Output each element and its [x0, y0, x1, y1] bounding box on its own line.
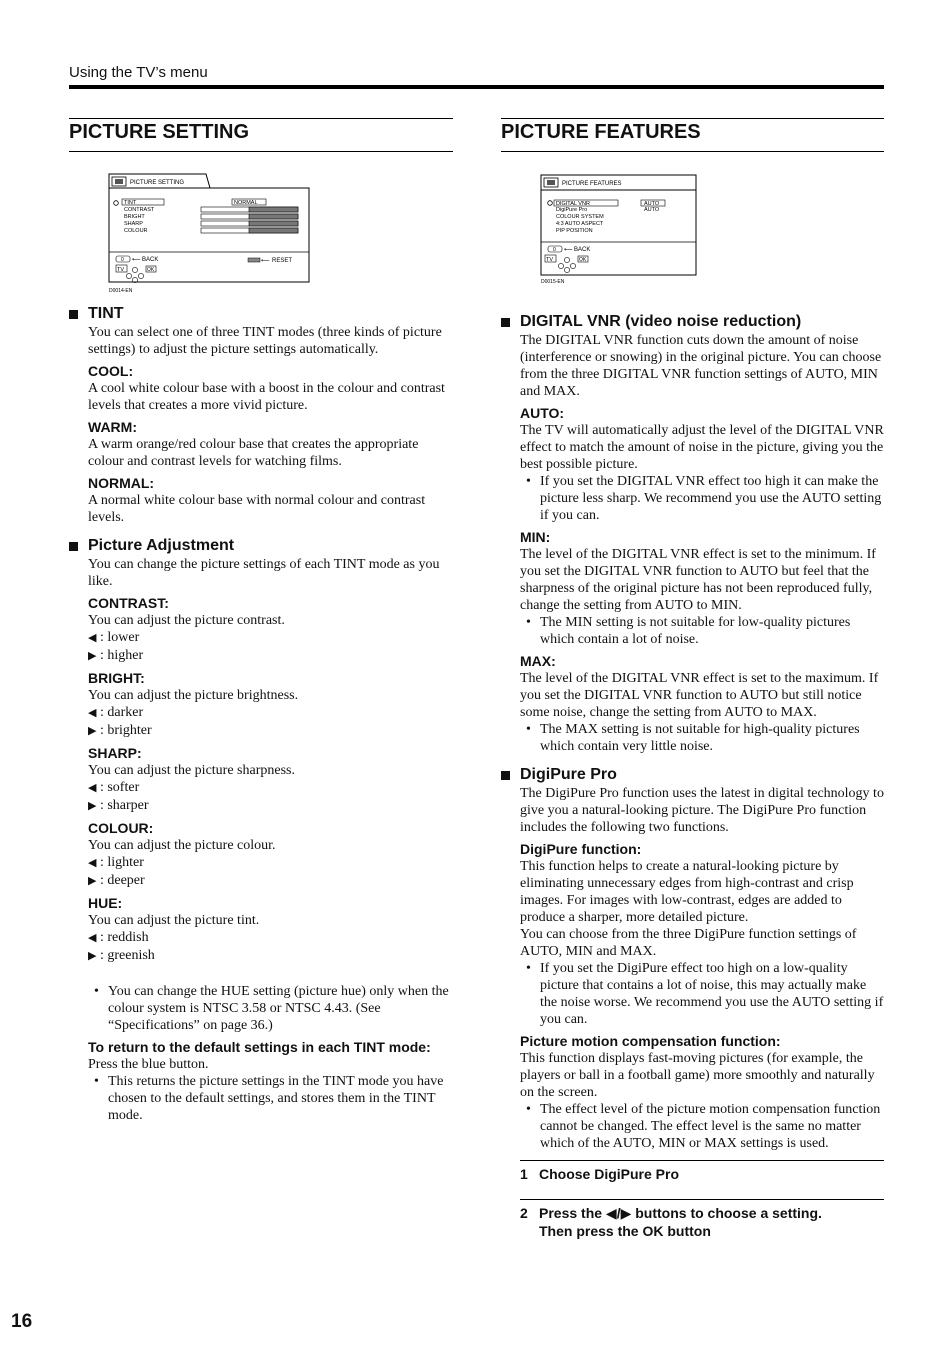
step-2-text: Press the ◀/▶ buttons to choose a setting.: [539, 1205, 822, 1221]
picture-setting-title: PICTURE SETTING: [69, 118, 453, 152]
picture-features-menu-diagram: [501, 172, 884, 308]
illustration-id: D0014-EN: [109, 288, 133, 294]
bright-text: You can adjust the picture brightness.: [88, 688, 299, 703]
motion-compensation-note: • The effect level of the picture motion compensation function cannot be changed. The effect level is the same no matter which of the AUTO, MIN or MAX settings is used.: [520, 1101, 884, 1152]
vnr-intro: The DIGITAL VNR function cuts down the amount of noise (interference or snowing) in the original picture. You can choose from the three DIGITAL VNR function settings of AUTO, MIN and MAX.: [520, 333, 882, 399]
menu-item-auto-aspect: 4:3 AUTO ASPECT: [556, 221, 604, 227]
auto-text: The TV will automatically adjust the level of the DIGITAL VNR effect to match the amount of noise in the picture, giving you the best possible picture.: [520, 423, 884, 472]
left-arrow-icon: ◀: [88, 707, 97, 719]
picture-setting-menu-diagram: [69, 172, 453, 294]
right-arrow-icon: ▶: [88, 725, 97, 737]
sharp-left-line: ◀ : softer: [88, 780, 140, 795]
digipure-function-text: This function helps to create a natural-looking picture by eliminating unnecessary edges from high-contrast and crisp images. For images with low-contrast, edges are added to produce a sharper, more detailed picture.: [520, 859, 854, 925]
motion-compensation-heading: Picture motion compensation function:: [520, 1033, 781, 1049]
page-number: 16: [11, 1311, 33, 1332]
picture-features-title: PICTURE FEATURES: [501, 118, 884, 152]
max-text: The level of the DIGITAL VNR effect is set to the maximum. If you set the DIGITAL VNR function to AUTO but still notice some noise, change the setting from AUTO to MAX.: [520, 671, 879, 720]
step-2-number: 2: [520, 1205, 528, 1221]
default-settings-note: • This returns the picture settings in the TINT mode you have chosen to the default settings, and stores them in the TINT mode.: [88, 1073, 453, 1124]
picture-features-column: [501, 118, 884, 1240]
step-1-number: 1: [520, 1166, 528, 1182]
auto-heading: AUTO:: [520, 405, 565, 421]
auto-note: • If you set the DIGITAL VNR effect too high it can make the picture less sharp. We recommend you use the AUTO setting if you can.: [520, 473, 884, 524]
svg-text:⟵: ⟵: [261, 258, 270, 264]
cool-text: A cool white colour base with a boost in the colour and contrast levels that creates a more vivid picture.: [88, 381, 445, 413]
colour-left-line: ◀ : lighter: [88, 855, 144, 870]
cool-heading: COOL:: [88, 363, 134, 379]
digipure-value-text: AUTO: [644, 207, 660, 213]
contrast-left-line: ◀ : lower: [88, 630, 140, 645]
menu-item-digital-vnr: DIGITAL VNR: [556, 201, 590, 207]
max-note: • The MAX setting is not suitable for high-quality pictures which contain very little noise.: [520, 721, 884, 755]
reset-label-text: RESET: [272, 258, 293, 264]
sharp-right-line: ▶ : sharper: [88, 798, 149, 813]
hue-note: • You can change the HUE setting (picture hue) only when the colour system is NTSC 3.58 or NTSC 4.43. (See “Specifications” on page 36.): [88, 983, 453, 1034]
digipure-function-text-2: You can choose from the three DigiPure function settings of AUTO, MIN and MAX.: [520, 927, 857, 959]
right-arrow-icon: ▶: [88, 950, 97, 962]
colour-heading: COLOUR:: [88, 820, 154, 836]
picture-setting-screen-illustration: [69, 172, 453, 294]
left-arrow-icon: ◀: [88, 632, 97, 644]
ok-label-text: OK: [147, 267, 155, 273]
left-arrow-icon: ◀: [88, 932, 97, 944]
digipure-pro-heading: DigiPure Pro: [501, 765, 884, 785]
normal-heading: NORMAL:: [88, 475, 155, 491]
colour-right-line: ▶ : deeper: [88, 873, 145, 888]
contrast-heading: CONTRAST:: [88, 595, 169, 611]
hue-text: You can adjust the picture tint.: [88, 913, 260, 928]
digipure-function-note: • If you set the DigiPure effect too high on a low-quality picture that contains a lot of noise, this may actually make the noise worse. We recommend you use the AUTO setting if you can.: [520, 960, 884, 1028]
min-heading: MIN:: [520, 529, 551, 545]
menu-item-tint: TINT: [124, 200, 137, 206]
vnr-value-text: AUTO: [644, 201, 660, 207]
step-2: [520, 1199, 884, 1240]
ok-label-text: OK: [579, 257, 587, 263]
svg-text:⟵: ⟵: [132, 257, 141, 263]
right-arrow-icon: ▶: [88, 800, 97, 812]
menu-item-pip-position: PIP POSITION: [556, 228, 593, 234]
svg-text:⟵: ⟵: [564, 247, 573, 253]
tint-value-text: NORMAL: [234, 200, 258, 206]
colour-text: You can adjust the picture colour.: [88, 838, 276, 853]
warm-heading: WARM:: [88, 419, 137, 435]
warm-text: A warm orange/red colour base that creates the appropriate colour and contrast levels for watching films.: [88, 437, 419, 469]
digipure-function-heading: DigiPure function:: [520, 841, 642, 857]
hue-right-line: ▶ : greenish: [88, 948, 155, 963]
tv-label-text: TV: [546, 257, 554, 263]
sharp-text: You can adjust the picture sharpness.: [88, 763, 295, 778]
square-bullet-icon: [501, 771, 510, 780]
square-bullet-icon: [501, 318, 510, 327]
step-1: [520, 1160, 884, 1183]
step-2-text-2: Then press the OK button: [539, 1223, 711, 1239]
menu-item-colour-system: COLOUR SYSTEM: [556, 214, 604, 220]
right-arrow-icon: ▶: [88, 650, 97, 662]
illustration-id: D0015-EN: [541, 279, 565, 285]
screen-title-text: PICTURE FEATURES: [562, 181, 622, 187]
menu-item-sharp: SHARP: [124, 221, 143, 227]
min-text: The level of the DIGITAL VNR effect is set to the minimum. If you set the DIGITAL VNR function to AUTO but feel that the sharpness of the original picture has not been reproduced fully, change the setting from AUTO to MIN.: [520, 547, 876, 613]
default-settings-heading: To return to the default settings in each TINT mode:: [88, 1039, 431, 1055]
tint-heading: TINT: [69, 304, 453, 324]
bright-right-line: ▶ : brighter: [88, 723, 152, 738]
back-label-text: BACK: [142, 257, 159, 263]
bright-heading: BRIGHT:: [88, 670, 145, 686]
contrast-right-line: ▶ : higher: [88, 648, 144, 663]
screen-title-text: PICTURE SETTING: [130, 180, 185, 186]
digital-vnr-heading: DIGITAL VNR (video noise reduction): [501, 312, 884, 332]
normal-text: A normal white colour base with normal colour and contrast levels.: [88, 493, 426, 525]
right-arrow-icon: ▶: [88, 875, 97, 887]
step-1-text: Choose DigiPure Pro: [539, 1166, 680, 1182]
min-note: • The MIN setting is not suitable for low-quality pictures which contain a lot of noise.: [520, 614, 884, 648]
square-bullet-icon: [69, 542, 78, 551]
left-arrow-icon: ◀: [88, 857, 97, 869]
hue-left-line: ◀ : reddish: [88, 930, 149, 945]
menu-item-bright: BRIGHT: [124, 214, 145, 220]
adjustment-intro: You can change the picture settings of each TINT mode as you like.: [88, 557, 440, 589]
running-header: Using the TV’s menu: [69, 64, 208, 81]
header-rule: [69, 85, 884, 89]
digipure-intro: The DigiPure Pro function uses the latest in digital technology to give you a natural-looking picture. The DigiPure Pro function includes the following two functions.: [520, 786, 884, 835]
tint-intro: You can select one of three TINT modes (three kinds of picture settings) to adjust the picture settings automatically.: [88, 325, 442, 357]
back-key-text: 0: [121, 257, 124, 263]
contrast-text: You can adjust the picture contrast.: [88, 613, 285, 628]
menu-item-digipure-pro: DigiPure Pro: [556, 207, 588, 213]
bright-left-line: ◀ : darker: [88, 705, 144, 720]
max-heading: MAX:: [520, 653, 556, 669]
motion-compensation-text: This function displays fast-moving pictures (for example, the players or ball in a football game) more smoothly and naturally on the screen.: [520, 1051, 875, 1100]
menu-item-contrast: CONTRAST: [124, 207, 155, 213]
back-key-text: 0: [553, 247, 556, 253]
picture-features-screen-illustration: [501, 172, 884, 308]
back-label-text: BACK: [574, 247, 591, 253]
default-settings-text: Press the blue button.: [88, 1057, 209, 1072]
tv-label-text: TV: [117, 267, 125, 273]
left-arrow-icon: ◀: [88, 782, 97, 794]
picture-setting-column: [69, 118, 453, 1124]
picture-adjustment-heading: Picture Adjustment: [69, 536, 453, 556]
menu-item-colour: COLOUR: [124, 228, 148, 234]
hue-heading: HUE:: [88, 895, 123, 911]
sharp-heading: SHARP:: [88, 745, 142, 761]
square-bullet-icon: [69, 310, 78, 319]
